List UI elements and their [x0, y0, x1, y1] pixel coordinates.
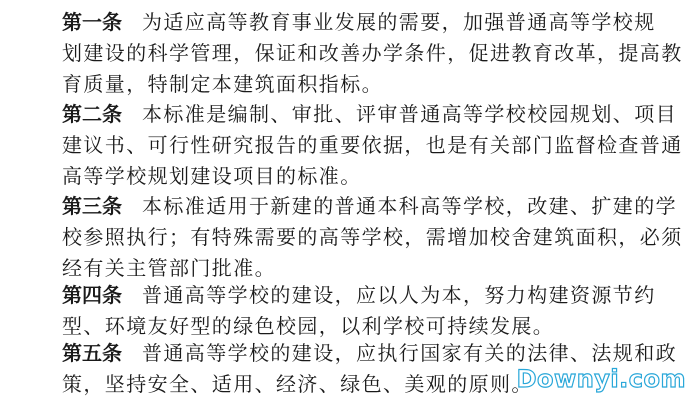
article-text-line: 高等学校规划建设项目的标准。	[62, 164, 362, 188]
article-text-line: 育质量，特制定本建筑面积指标。	[62, 72, 383, 96]
article-text-line: 划建设的科学管理，保证和改善办学条件，促进教育改革，提高教	[62, 41, 683, 65]
article-number: 第一条	[62, 10, 122, 34]
article-text-line: 为适应高等教育事业发展的需要，加强普通高等学校规	[142, 10, 656, 34]
article-text-line: 建议书、可行性研究报告的重要依据，也是有关部门监督检查普通	[62, 133, 683, 157]
article-text-line: 普通高等学校的建设，应执行国家有关的法律、法规和政	[142, 341, 677, 365]
article-number: 第五条	[62, 341, 122, 365]
article-number: 第三条	[62, 194, 122, 218]
article-text-line: 策，坚持安全、适用、经济、绿色、美观的原则。	[62, 372, 533, 396]
article-number: 第四条	[62, 283, 122, 307]
article-text-line: 型、环境友好型的绿色校园，以利学校可持续发展。	[62, 314, 555, 338]
article-text-line: 普通高等学校的建设，应以人为本，努力构建资源节约	[142, 283, 656, 307]
article-text-line: 本标准是编制、审批、评审普通高等学校校园规划、项目	[142, 102, 677, 126]
watermark-logo: Downyi.com	[516, 365, 686, 393]
article-text-line: 经有关主管部门批准。	[62, 256, 276, 280]
article-text-line: 校参照执行；有特殊需要的高等学校，需增加校舍建筑面积，必须	[62, 225, 683, 249]
article-text-line: 本标准适用于新建的普通本科高等学校，改建、扩建的学	[142, 194, 677, 218]
article-number: 第二条	[62, 102, 122, 126]
